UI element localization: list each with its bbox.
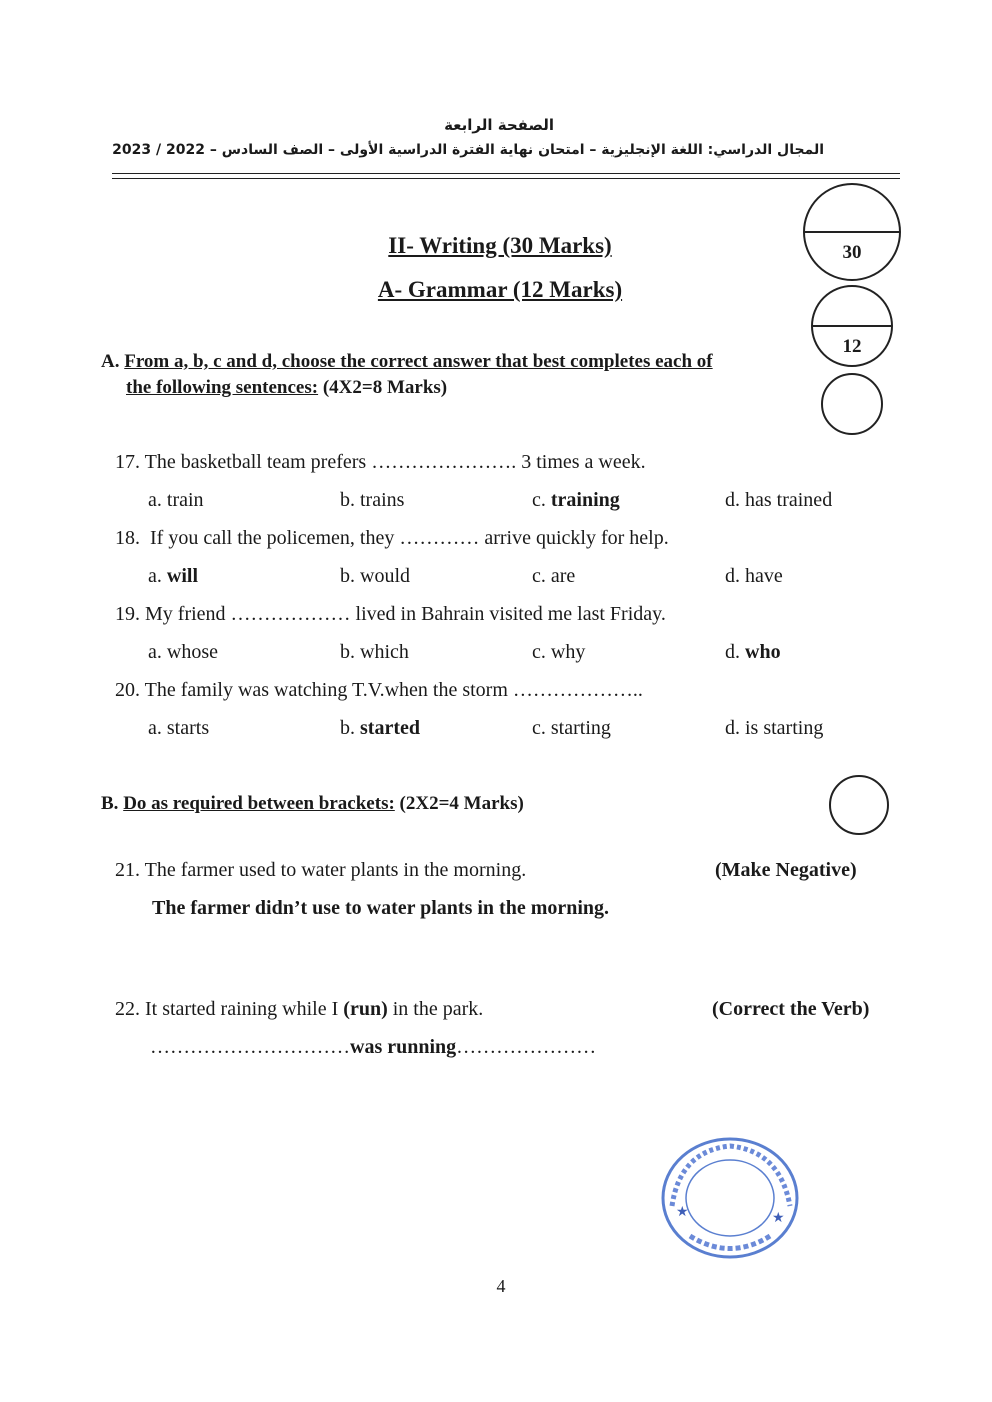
q20-option-d: d. is starting xyxy=(725,717,824,739)
stamp-star-right: ★ xyxy=(772,1210,785,1226)
question-text: My friend ……………… lived in Bahrain visited me last Friday. xyxy=(145,603,666,625)
section-a-letter: A. xyxy=(101,351,120,372)
grammar-title: A- Grammar (12 Marks) xyxy=(377,277,623,302)
grammar-score-total: 12 xyxy=(842,336,862,357)
header-rule-bottom xyxy=(112,178,900,179)
q17-option-c: c. training xyxy=(532,489,620,511)
question-number: 18. xyxy=(115,527,140,549)
q22-answer: was running xyxy=(350,1036,457,1058)
q20-option-c: c. starting xyxy=(532,717,611,739)
q19-option-b: b. which xyxy=(340,641,409,663)
question-number: 22. xyxy=(115,998,140,1020)
q18-option-d: d. have xyxy=(725,565,783,587)
q22-answer-line xyxy=(150,1036,596,1059)
question-20 xyxy=(115,679,643,702)
q19-option-c: c. why xyxy=(532,641,586,663)
q19-option-a: a. whose xyxy=(148,641,218,663)
question-19 xyxy=(115,603,666,626)
q20-option-b: b. started xyxy=(340,717,420,739)
question-number: 17. xyxy=(115,451,140,473)
q21-instruction: (Make Negative) xyxy=(715,859,857,881)
section-b-marks: (2X2=4 Marks) xyxy=(399,793,524,814)
stamp-inner-ring xyxy=(686,1160,774,1236)
question-number: 19. xyxy=(115,603,140,625)
section-b-score-circle xyxy=(829,775,889,835)
question-number: 20. xyxy=(115,679,140,701)
q18-option-b: b. would xyxy=(340,565,410,587)
subject-line: المجال الدراسي: اللغة الإنجليزية – امتحان نهاية الفترة الدراسية الأولى – الصف السادس – 2022 / 2023 xyxy=(112,142,824,158)
q19-option-d: d. who xyxy=(725,641,781,663)
question-22 xyxy=(115,998,483,1021)
question-18 xyxy=(115,527,669,550)
question-text-before: It started raining while I xyxy=(145,998,339,1020)
section-a-instruction-line2: the following sentences: xyxy=(126,377,319,398)
dots-before: ………………………… xyxy=(150,1036,350,1058)
writing-score-total: 30 xyxy=(842,242,862,263)
question-text: If you call the policemen, they ………… arrive quickly for help. xyxy=(150,527,669,549)
section-a-heading-line2 xyxy=(126,377,447,399)
grammar-score-circle xyxy=(811,285,893,367)
grammar-score-divider xyxy=(813,325,891,327)
section-a-instruction-line1: From a, b, c and d, choose the correct answer that best completes each of xyxy=(124,351,713,372)
q17-option-d: d. has trained xyxy=(725,489,833,511)
stamp-star-left: ★ xyxy=(676,1204,689,1220)
stamp-top-text-arc xyxy=(672,1146,790,1206)
q20-option-a: a. starts xyxy=(148,717,210,739)
question-17 xyxy=(115,451,646,474)
question-text: The family was watching T.V.when the storm ……………….. xyxy=(144,679,643,701)
question-verb: (run) xyxy=(343,998,388,1020)
writing-score-divider xyxy=(805,231,899,233)
question-text: The basketball team prefers …………………. 3 times a week. xyxy=(144,451,646,473)
section-a-score-circle xyxy=(821,373,883,435)
section-a-marks: (4X2=8 Marks) xyxy=(322,377,448,398)
stamp-outer-ring xyxy=(663,1139,797,1257)
stamp-bottom-text-arc xyxy=(690,1236,770,1249)
question-21 xyxy=(115,859,526,882)
q17-option-b: b. trains xyxy=(340,489,405,511)
q21-answer: The farmer didn’t use to water plants in the morning. xyxy=(152,897,610,919)
dots-after: ………………… xyxy=(456,1036,597,1058)
official-stamp xyxy=(660,1136,800,1261)
writing-score-circle xyxy=(803,183,901,281)
section-b-heading xyxy=(101,793,524,815)
q18-option-c: c. are xyxy=(532,565,576,587)
section-b-instruction: Do as required between brackets: xyxy=(123,793,395,814)
question-text: The farmer used to water plants in the morning. xyxy=(144,859,527,881)
section-a-heading xyxy=(101,351,713,373)
section-b-letter: B. xyxy=(101,793,119,814)
question-number: 21. xyxy=(115,859,140,881)
page-label: الصفحة الرابعة xyxy=(444,116,554,134)
q22-instruction: (Correct the Verb) xyxy=(712,998,870,1020)
q18-option-a: a. will xyxy=(148,565,199,587)
writing-title: II- Writing (30 Marks) xyxy=(388,233,612,258)
header-rule-top xyxy=(112,173,900,174)
page-number: 4 xyxy=(496,1276,506,1296)
q17-option-a: a. train xyxy=(148,489,204,511)
question-text-after: in the park. xyxy=(392,998,484,1020)
